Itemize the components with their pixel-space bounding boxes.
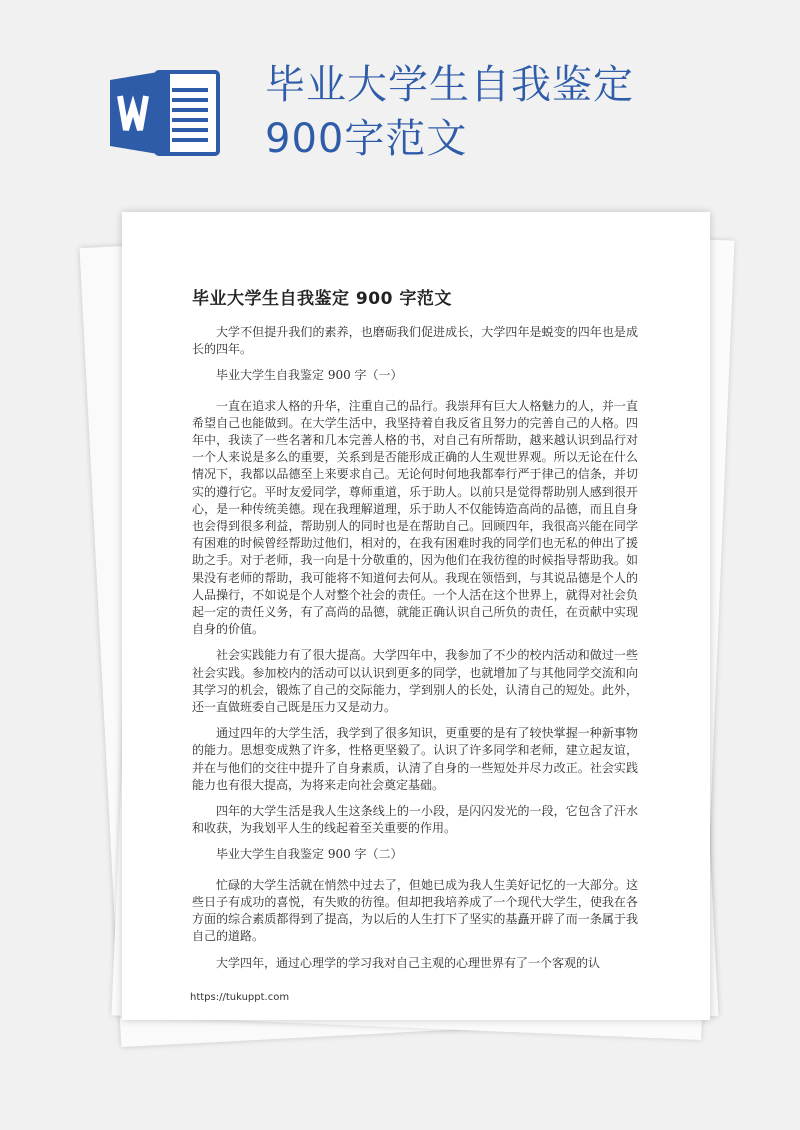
body-paragraph: 一直在追求人格的升华，注重自己的品行。我崇拜有巨大人格魅力的人，并一直希望自己也能做到。在大学生活中，我坚持着自我反省且努力的完善自己的人格。四年中，我读了一些名著和几本完善人格的书，对自己有所帮助，越来越认识到品行对一个人来说是多么的重要，关系到是否能形成正确的人生观世界观。所以无论在什么情况下，我都以品德至上来要求自己。无论何时何地我都奉行严于律己的信条，并切实的遵行它。平时友爱同学，尊师重道，乐于助人。以前只是觉得帮助别人感到很开心，是一种传统美德。现在我理解道理，乐于助人不仅能铸造高尚的品德，而且自身也会得到很多利益，帮助别人的同时也是在帮助自己。回顾四年，我很高兴能在同学有困难的时候曾经帮助过他们，相对的，在我有困难时我的同学们也无私的伸出了援助之手。对于老师，我一向是十分敬重的，因为他们在我彷徨的时候指导帮助我。如果没有老师的帮助，我可能将不知道何去何从。我现在领悟到，与其说品德是个人的人品操行，不如说是个人对整个社会的责任。一个人活在这个世界上，就得对社会负起一定的责任义务，有了高尚的品德，就能正确认识自己所负的责任，在贡献中实现自身的价值。: [192, 398, 638, 637]
body-paragraph: 社会实践能力有了很大提高。大学四年中，我参加了不少的校内活动和做过一些社会实践。参加校内的活动可以认识到更多的同学，也就增加了与其他同学交流和向其学习的机会，锻炼了自己的交际能力，学到别人的长处，认清自己的短处。此外，还一直做班委自己既是压力又是动力。: [192, 648, 638, 715]
intro-paragraph: 大学不但提升我们的素养，也磨砺我们促进成长，大学四年是蜕变的四年也是成长的四年。: [192, 325, 638, 357]
body-paragraph: 通过四年的大学生活，我学到了很多知识，更重要的是有了较快掌握一种新事物的能力。思想变成熟了许多，性格更坚毅了。认识了许多同学和老师，建立起友谊，并在与他们的交往中提升了自身素质，认清了自身的一些短处并尽力改正。社会实践能力也有很大提高，为将来走向社会奠定基础。: [192, 726, 638, 792]
section-heading: 毕业大学生自我鉴定 900 字（二）: [216, 847, 403, 862]
banner-title: 毕业大学生自我鉴定900字范文: [265, 62, 634, 162]
document-title: 毕业大学生自我鉴定 900 字范文: [192, 289, 452, 309]
word-document-icon: [108, 68, 223, 158]
body-paragraph: 四年的大学生活是我人生这条线上的一小段，是闪闪发光的一段，它包含了汗水和收获，为我划平人生的线起着至关重要的作用。: [192, 804, 638, 836]
document-body: [192, 324, 638, 981]
document-page: [122, 212, 710, 1020]
footer-url: https://tukuppt.com: [190, 992, 290, 1003]
body-paragraph: 大学四年，通过心理学的学习我对自己主观的心理世界有了一个客观的认: [216, 955, 601, 970]
body-paragraph: 忙碌的大学生活就在悄然中过去了，但她已成为我人生美好记忆的一大部分。这些日子有成功的喜悦，有失败的彷徨。但却把我培养成了一个现代大学生，使我在各方面的综合素质都得到了提高，为以后的人生打下了坚实的基矗开辟了而一条属于我自己的道路。: [192, 877, 638, 944]
banner: [0, 0, 800, 200]
section-heading: 毕业大学生自我鉴定 900 字（一）: [216, 368, 403, 383]
